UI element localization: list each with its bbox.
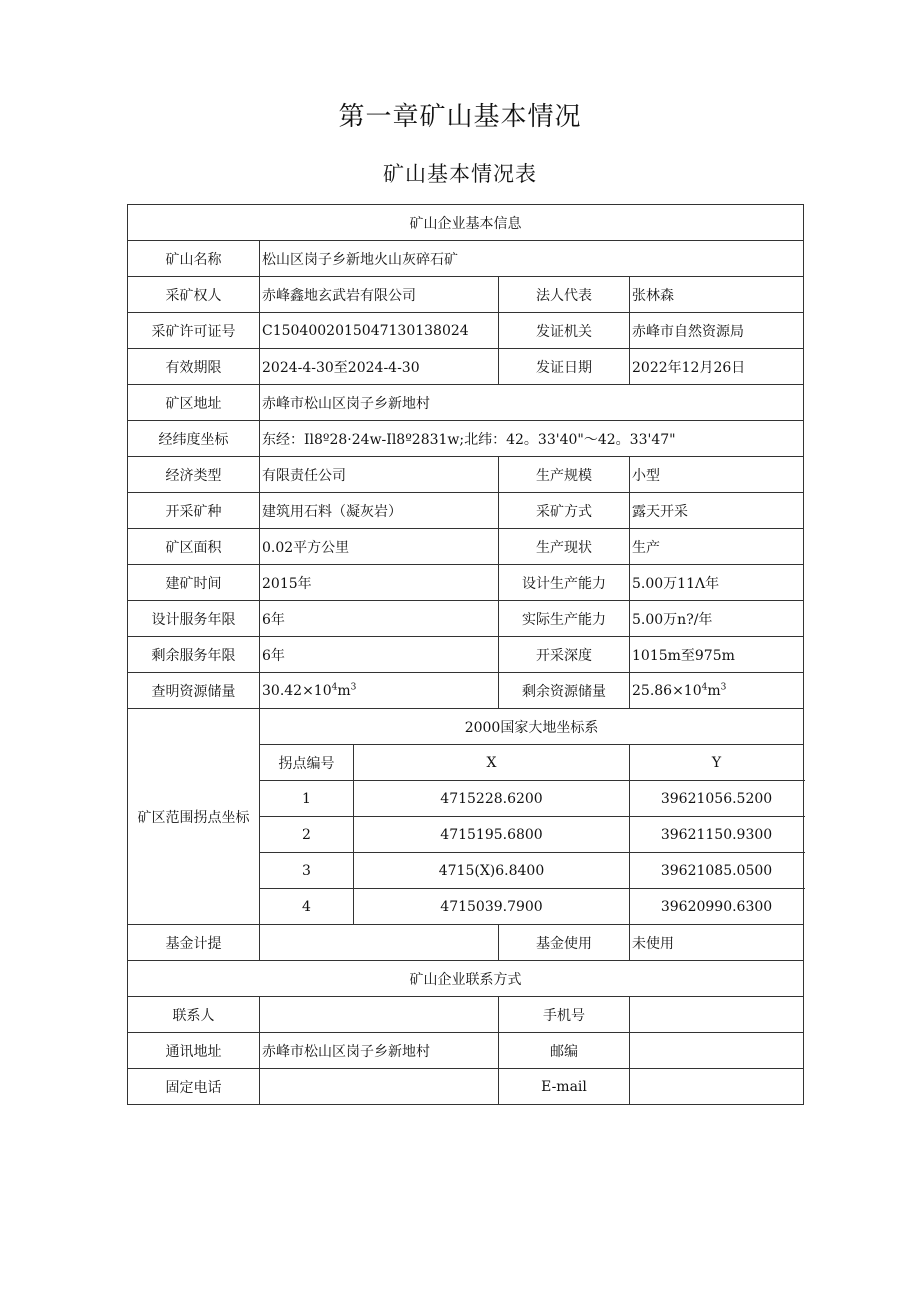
- proven-num: 30.42×10: [262, 682, 332, 699]
- actual-cap-label: 实际生产能力: [499, 601, 630, 637]
- scale-value: 小型: [630, 457, 804, 493]
- remaining-unit: m: [707, 682, 721, 699]
- coord-system: 2000国家大地坐标系: [260, 709, 804, 745]
- boundary-points-label: 矿区范围拐点坐标: [128, 709, 260, 925]
- issuer-value: 赤峰市自然资源局: [630, 313, 804, 349]
- table-row: [128, 205, 804, 241]
- point-x: 4715039.7900: [354, 889, 630, 925]
- mobile-label: 手机号: [499, 997, 630, 1033]
- remaining-num: 25.86×10: [632, 682, 702, 699]
- point-no: 4: [260, 889, 354, 925]
- validity-value: 2024-4-30至2024-4-30: [260, 349, 499, 385]
- validity-label: 有效期限: [128, 349, 260, 385]
- area-label: 矿区面积: [128, 529, 260, 565]
- postcode-label: 邮编: [499, 1033, 630, 1069]
- remaining-exp: 4: [701, 681, 708, 692]
- table-row: [128, 673, 804, 709]
- table-row: [128, 241, 804, 277]
- status-value: 生产: [630, 529, 804, 565]
- table-title: 矿山基本情况表: [383, 162, 537, 186]
- fund-usage-value: 未使用: [630, 925, 804, 961]
- remaining-unit-exp: 3: [720, 681, 727, 692]
- section-contact-header: 矿山企业联系方式: [128, 961, 804, 997]
- owner-value: 赤峰鑫地玄武岩有限公司: [260, 277, 499, 313]
- area-value: 0.02平方公里: [260, 529, 499, 565]
- econ-type-value: 有限责任公司: [260, 457, 499, 493]
- email-label: E-mail: [499, 1069, 630, 1105]
- method-value: 露天开采: [630, 493, 804, 529]
- remaining-reserves-value: [630, 673, 804, 709]
- proven-unit-exp: 3: [350, 681, 357, 692]
- mail-address-label: 通讯地址: [128, 1033, 260, 1069]
- x-header: X: [354, 745, 630, 781]
- coords-value: 东经：Il8º28·24w-Il8º2831w;北纬：42。33'40"～42。33'47": [260, 421, 804, 457]
- table-row: [128, 277, 804, 313]
- table-row: [128, 385, 804, 421]
- coords-label: 经纬度坐标: [128, 421, 260, 457]
- mine-info-table: [127, 204, 804, 1105]
- proven-reserves-label: 查明资源储量: [128, 673, 260, 709]
- table-row: [128, 1069, 804, 1105]
- fund-accrual-label: 基金计提: [128, 925, 260, 961]
- postcode-value: [630, 1033, 804, 1069]
- table-row: [128, 1033, 804, 1069]
- address-value: 赤峰市松山区岗子乡新地村: [260, 385, 804, 421]
- table-row: [128, 349, 804, 385]
- remain-years-value: 6年: [260, 637, 499, 673]
- phone-value: [260, 1069, 499, 1105]
- fund-usage-label: 基金使用: [499, 925, 630, 961]
- phone-label: 固定电话: [128, 1069, 260, 1105]
- table-row: [128, 961, 804, 997]
- contact-person-label: 联系人: [128, 997, 260, 1033]
- proven-reserves-value: [260, 673, 499, 709]
- table-row: [128, 709, 804, 745]
- point-y: 39620990.6300: [630, 889, 804, 925]
- actual-cap-value: 5.00万n?/年: [630, 601, 804, 637]
- mine-name-value: 松山区岗子乡新地火山灰碎石矿: [260, 241, 804, 277]
- point-y: 39621085.0500: [630, 853, 804, 889]
- table-row: [128, 457, 804, 493]
- point-x: 4715228.6200: [354, 781, 630, 817]
- address-label: 矿区地址: [128, 385, 260, 421]
- table-row: [128, 565, 804, 601]
- design-years-label: 设计服务年限: [128, 601, 260, 637]
- issue-date-label: 发证日期: [499, 349, 630, 385]
- table-row: [128, 925, 804, 961]
- mine-name-label: 矿山名称: [128, 241, 260, 277]
- fund-accrual-value: [260, 925, 499, 961]
- remaining-reserves-label: 剩余资源储量: [499, 673, 630, 709]
- table-row: [128, 493, 804, 529]
- built-value: 2015年: [260, 565, 499, 601]
- depth-label: 开采深度: [499, 637, 630, 673]
- design-years-value: 6年: [260, 601, 499, 637]
- owner-label: 采矿权人: [128, 277, 260, 313]
- legal-rep-value: 张林森: [630, 277, 804, 313]
- mail-address-value: 赤峰市松山区岗子乡新地村: [260, 1033, 499, 1069]
- point-x: 4715195.6800: [354, 817, 630, 853]
- point-y: 39621150.9300: [630, 817, 804, 853]
- license-label: 采矿许可证号: [128, 313, 260, 349]
- mineral-value: 建筑用石料（凝灰岩）: [260, 493, 499, 529]
- econ-type-label: 经济类型: [128, 457, 260, 493]
- design-cap-value: 5.00万11Λ年: [630, 565, 804, 601]
- table-row: [128, 997, 804, 1033]
- mineral-label: 开采矿种: [128, 493, 260, 529]
- legal-rep-label: 法人代表: [499, 277, 630, 313]
- license-value: C1504002015047130138024: [260, 313, 499, 349]
- method-label: 采矿方式: [499, 493, 630, 529]
- table-row: [128, 601, 804, 637]
- point-no-header: 拐点编号: [260, 745, 354, 781]
- section-basic-header: 矿山企业基本信息: [128, 205, 804, 241]
- remain-years-label: 剩余服务年限: [128, 637, 260, 673]
- status-label: 生产现状: [499, 529, 630, 565]
- proven-unit: m: [337, 682, 351, 699]
- table-row: [128, 313, 804, 349]
- mobile-value: [630, 997, 804, 1033]
- proven-exp: 4: [331, 681, 338, 692]
- built-label: 建矿时间: [128, 565, 260, 601]
- table-row: [128, 637, 804, 673]
- issuer-label: 发证机关: [499, 313, 630, 349]
- point-no: 3: [260, 853, 354, 889]
- y-header: Y: [630, 745, 804, 781]
- point-no: 1: [260, 781, 354, 817]
- table-row: [128, 421, 804, 457]
- contact-person-value: [260, 997, 499, 1033]
- chapter-title: 第一章矿山基本情况: [338, 102, 582, 132]
- point-y: 39621056.5200: [630, 781, 804, 817]
- issue-date-value: 2022年12月26日: [630, 349, 804, 385]
- point-no: 2: [260, 817, 354, 853]
- design-cap-label: 设计生产能力: [499, 565, 630, 601]
- scale-label: 生产规模: [499, 457, 630, 493]
- email-value: [630, 1069, 804, 1105]
- table-row: [128, 529, 804, 565]
- point-x: 4715(X)6.8400: [354, 853, 630, 889]
- depth-value: 1015m至975m: [630, 637, 804, 673]
